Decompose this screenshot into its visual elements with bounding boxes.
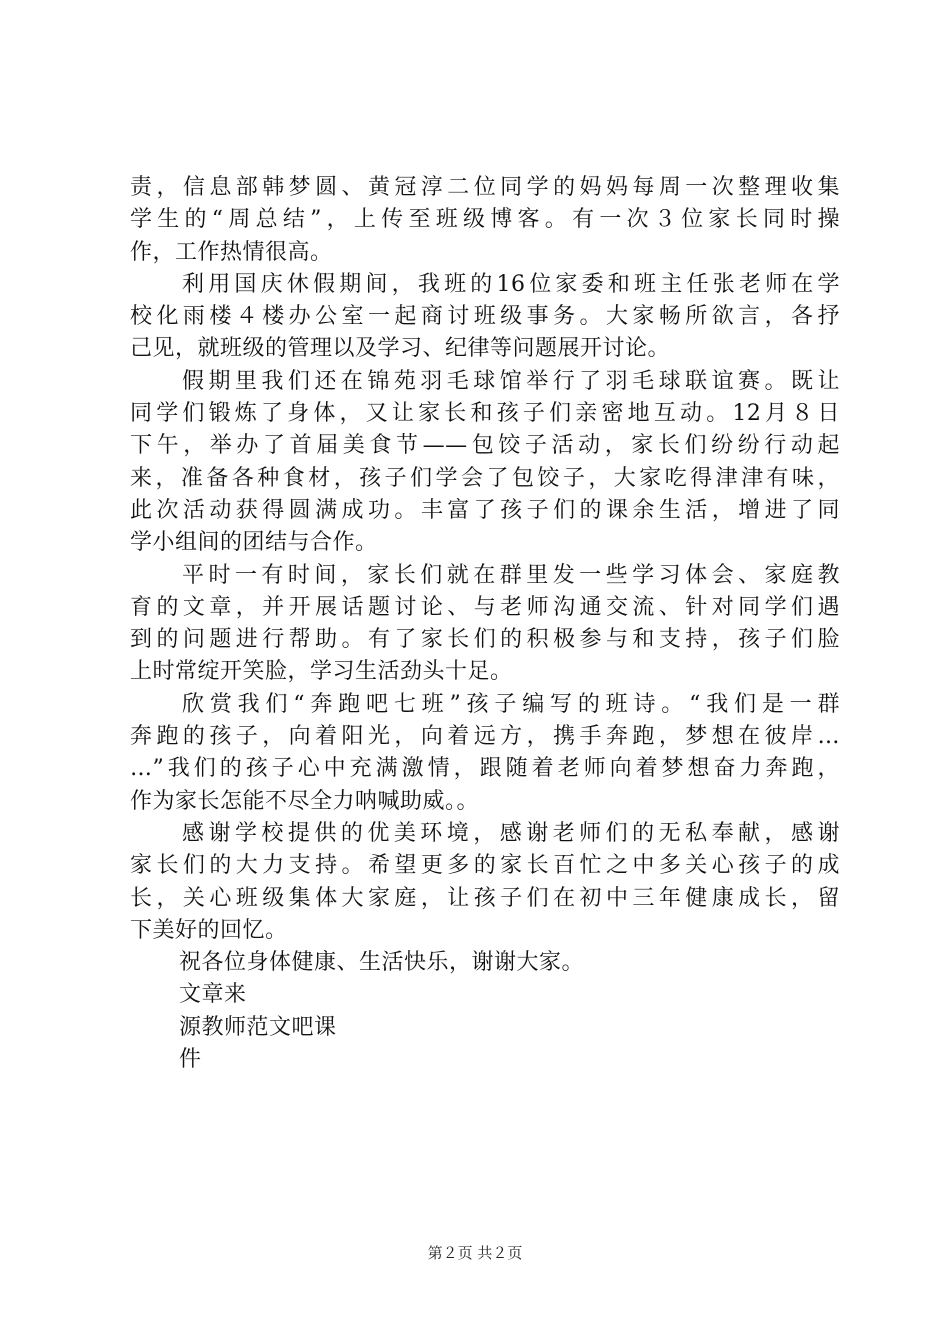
text-line: 来，准备各种食材，孩子们学会了包饺子，大家吃得津津有味，: [130, 465, 840, 491]
text-line: 下午，举办了首届美食节——包饺子活动，家长们纷纷行动起: [130, 433, 840, 459]
text-line: …”我们的孩子心中充满激情，跟随着老师向着梦想奋力奔跑，: [130, 756, 840, 782]
source-line: 源教师范文吧课: [179, 1014, 337, 1040]
paragraph: [130, 366, 840, 560]
paragraph: [130, 818, 840, 947]
text-line: 作，工作热情很高。: [130, 239, 333, 265]
text-line: 假期里我们还在锦苑羽毛球馆举行了羽毛球联谊赛。既让: [182, 368, 840, 394]
text-line: 作为家长怎能不尽全力呐喊助威。。: [130, 788, 480, 814]
paragraph: [130, 269, 840, 366]
source-note: [130, 979, 840, 1076]
text-line: 到的问题进行帮助。有了家长们的积极参与和支持，孩子们脸: [130, 627, 840, 653]
text-line: 祝各位身体健康、生活快乐，谢谢大家。: [179, 950, 585, 976]
paragraph: [130, 172, 840, 269]
text-line: 责，信息部韩梦圆、黄冠淳二位同学的妈妈每周一次整理收集: [130, 175, 840, 200]
text-line: 同学们锻炼了身体，又让家长和孩子们亲密地互动。12月８日: [130, 401, 840, 427]
text-line: 学生的“周总结”，上传至班级博客。有一次３位家长同时操: [130, 207, 840, 233]
paragraph: [130, 689, 840, 818]
text-line: 育的文章，并开展话题讨论、与老师沟通交流、针对同学们遇: [130, 594, 840, 620]
page-number-footer: 第２页 共２页: [427, 1244, 523, 1262]
text-line: 欣赏我们“奔跑吧七班”孩子编写的班诗。“我们是一群: [182, 691, 840, 717]
text-line: 感谢学校提供的优美环境，感谢老师们的无私奉献，感谢: [182, 820, 840, 846]
text-line: 家长们的大力支持。希望更多的家长百忙之中多关心孩子的成: [130, 853, 840, 879]
document-body: [130, 172, 840, 1076]
paragraph: [130, 947, 840, 979]
text-line: 学小组间的团结与合作。: [130, 530, 378, 556]
text-line: 奔跑的孩子，向着阳光，向着远方，携手奔跑，梦想在彼岸…: [130, 724, 840, 750]
text-line: 平时一有时间，家长们就在群里发一些学习体会、家庭教: [182, 562, 840, 588]
text-line: 上时常绽开笑脸，学习生活劲头十足。: [130, 659, 513, 685]
text-line: 此次活动获得圆满成功。丰富了孩子们的课余生活，增进了同: [130, 497, 840, 523]
source-line: 件: [179, 1047, 202, 1073]
text-line: 利用国庆休假期间，我班的16位家委和班主任张老师在学: [182, 271, 840, 297]
text-line: 校化雨楼４楼办公室一起商讨班级事务。大家畅所欲言，各抒: [130, 304, 840, 330]
text-line: 下美好的回忆。: [130, 917, 288, 943]
text-line: 长，关心班级集体大家庭，让孩子们在初中三年健康成长，留: [130, 885, 840, 911]
source-line: 文章来: [179, 982, 247, 1008]
text-line: 己见，就班级的管理以及学习、纪律等问题展开讨论。: [130, 336, 671, 362]
paragraph: [130, 560, 840, 689]
